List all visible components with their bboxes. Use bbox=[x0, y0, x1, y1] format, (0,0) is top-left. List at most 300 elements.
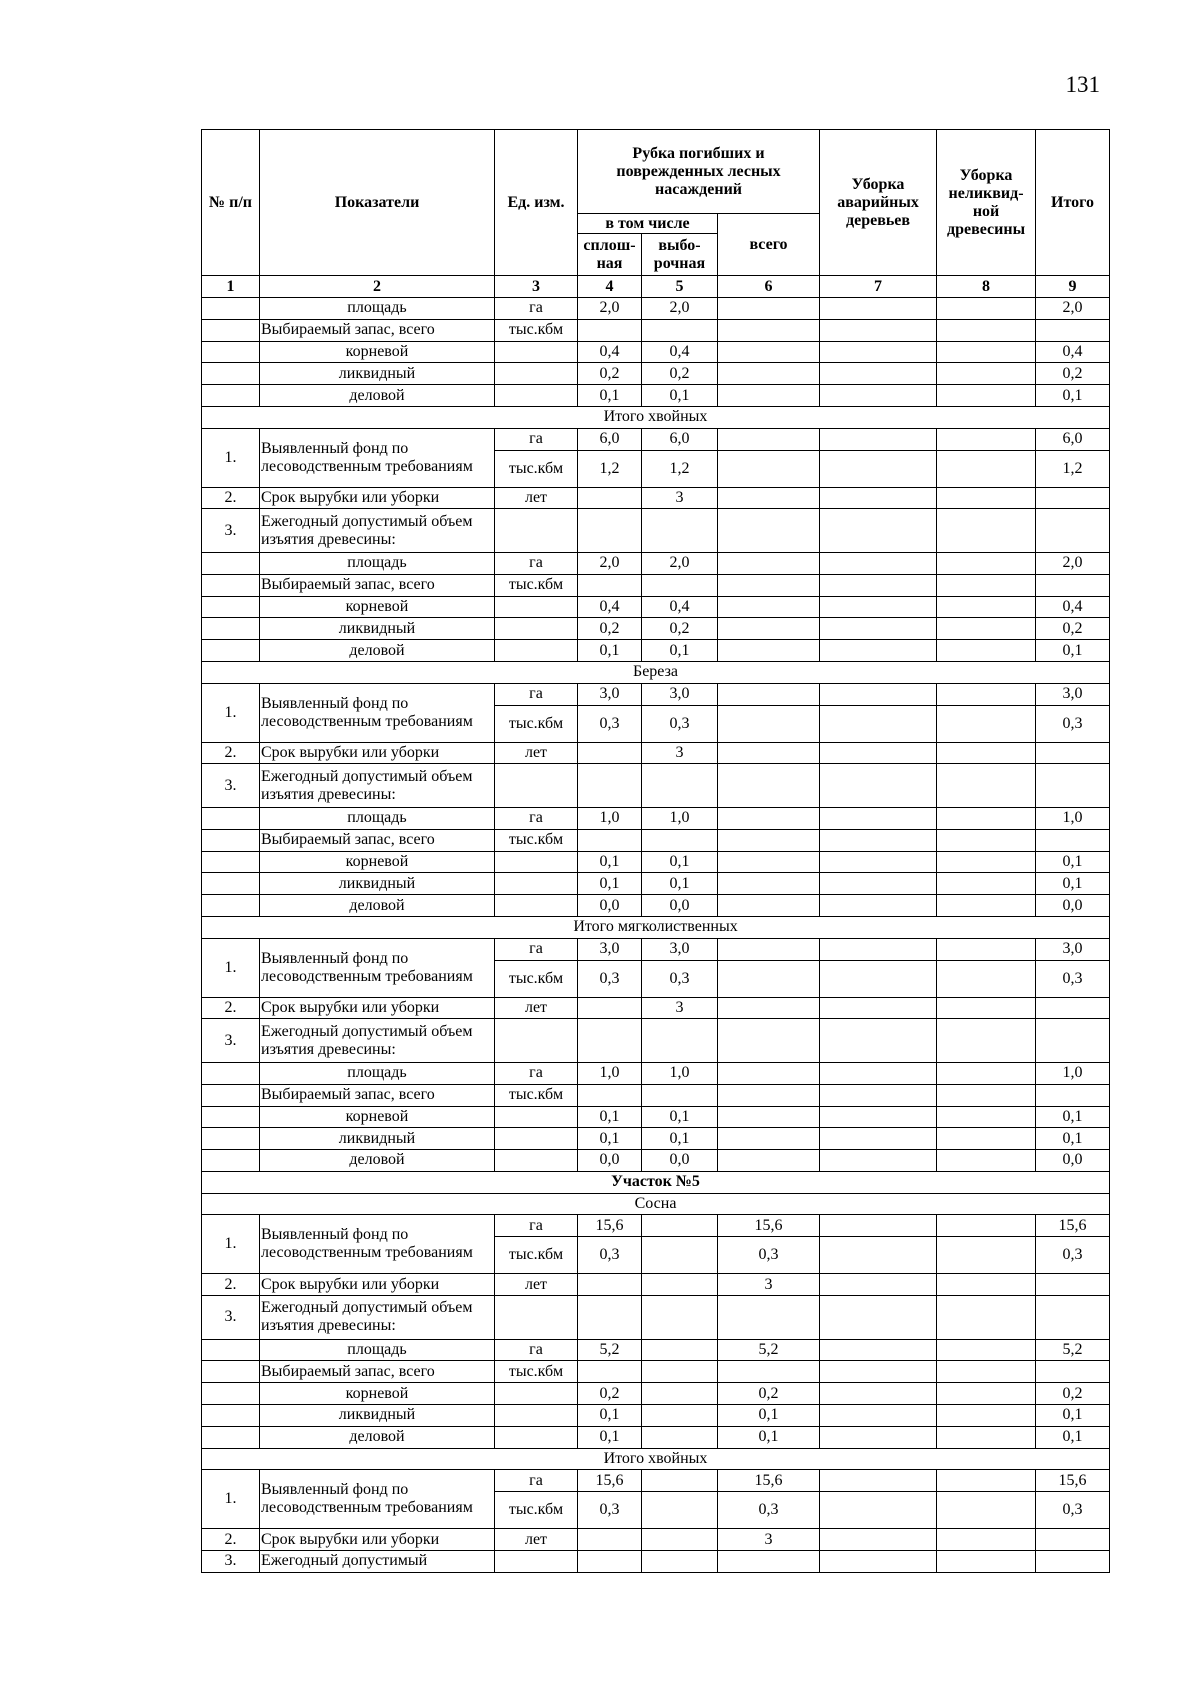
value-cell bbox=[1036, 1551, 1110, 1573]
value-cell bbox=[820, 552, 937, 574]
row-number bbox=[202, 1426, 260, 1448]
value-cell bbox=[937, 640, 1036, 662]
section-row bbox=[202, 1171, 1110, 1193]
header-itogo: Итого bbox=[1036, 130, 1110, 276]
row-number bbox=[202, 807, 260, 829]
table-row bbox=[202, 363, 1110, 385]
table-row bbox=[202, 487, 1110, 509]
page-number: 131 bbox=[1065, 72, 1100, 97]
value-cell: 0,1 bbox=[642, 385, 718, 407]
empty-cell bbox=[820, 1019, 937, 1063]
value-cell bbox=[820, 1215, 937, 1237]
empty-cell bbox=[642, 509, 718, 553]
table-row bbox=[202, 596, 1110, 618]
section-row bbox=[202, 1193, 1110, 1215]
row-unit: лет bbox=[495, 1274, 578, 1296]
row-number: 2. bbox=[202, 1274, 260, 1296]
value-cell: 0,3 bbox=[578, 1237, 642, 1274]
row-label: Ежегодный допустимый объем изъятия древесины: bbox=[260, 1019, 495, 1063]
value-cell: 0,1 bbox=[1036, 1106, 1110, 1128]
row-number: 2. bbox=[202, 997, 260, 1019]
value-cell bbox=[718, 1062, 820, 1084]
table-header bbox=[202, 130, 1110, 298]
value-cell: 0,4 bbox=[578, 596, 642, 618]
row-label: площадь bbox=[260, 807, 495, 829]
row-unit: лет bbox=[495, 742, 578, 764]
value-cell: 0,4 bbox=[642, 596, 718, 618]
value-cell bbox=[718, 574, 820, 596]
value-cell: 15,6 bbox=[1036, 1470, 1110, 1492]
value-cell: 0,2 bbox=[1036, 1383, 1110, 1405]
row-unit: тыс.кбм bbox=[495, 1361, 578, 1383]
table-row bbox=[202, 807, 1110, 829]
value-cell bbox=[642, 1383, 718, 1405]
section-title: Итого хвойных bbox=[202, 1448, 1110, 1470]
value-cell bbox=[642, 1084, 718, 1106]
value-cell bbox=[718, 829, 820, 851]
value-cell: 0,3 bbox=[642, 705, 718, 742]
row-unit: га bbox=[495, 807, 578, 829]
value-cell bbox=[718, 640, 820, 662]
value-cell: 0,0 bbox=[1036, 895, 1110, 917]
row-label: ликвидный bbox=[260, 618, 495, 640]
section-row bbox=[202, 406, 1110, 428]
row-number: 3. bbox=[202, 764, 260, 808]
value-cell: 0,1 bbox=[578, 851, 642, 873]
table-row bbox=[202, 997, 1110, 1019]
value-cell: 0,1 bbox=[1036, 640, 1110, 662]
forest-table bbox=[201, 129, 1110, 1573]
value-cell bbox=[1036, 1361, 1110, 1383]
row-label: деловой bbox=[260, 895, 495, 917]
row-number bbox=[202, 1361, 260, 1383]
value-cell bbox=[718, 938, 820, 960]
table-row bbox=[202, 1405, 1110, 1427]
value-cell: 1,2 bbox=[642, 450, 718, 487]
row-number bbox=[202, 574, 260, 596]
value-cell: 0,1 bbox=[642, 1128, 718, 1150]
value-cell: 0,3 bbox=[1036, 960, 1110, 997]
table-row bbox=[202, 1361, 1110, 1383]
table-row bbox=[202, 1150, 1110, 1172]
row-label: корневой bbox=[260, 341, 495, 363]
value-cell: 2,0 bbox=[578, 552, 642, 574]
value-cell: 3,0 bbox=[642, 938, 718, 960]
value-cell bbox=[937, 596, 1036, 618]
value-cell: 0,3 bbox=[642, 960, 718, 997]
value-cell bbox=[937, 450, 1036, 487]
empty-cell bbox=[937, 509, 1036, 553]
value-cell bbox=[820, 683, 937, 705]
empty-cell bbox=[820, 509, 937, 553]
value-cell: 0,1 bbox=[1036, 1405, 1110, 1427]
empty-cell bbox=[718, 1019, 820, 1063]
value-cell bbox=[1036, 487, 1110, 509]
header-emergency: Уборка аварийных деревьев bbox=[820, 130, 937, 276]
empty-cell bbox=[718, 509, 820, 553]
value-cell bbox=[820, 1529, 937, 1551]
row-label: ликвидный bbox=[260, 363, 495, 385]
value-cell: 3 bbox=[718, 1274, 820, 1296]
table-row bbox=[202, 1062, 1110, 1084]
value-cell bbox=[1036, 1274, 1110, 1296]
empty-cell bbox=[820, 764, 937, 808]
table-row bbox=[202, 1106, 1110, 1128]
value-cell bbox=[718, 851, 820, 873]
value-cell: 0,1 bbox=[578, 1405, 642, 1427]
empty-cell bbox=[718, 764, 820, 808]
value-cell bbox=[718, 1128, 820, 1150]
row-label: Ежегодный допустимый объем изъятия древесины: bbox=[260, 764, 495, 808]
value-cell bbox=[820, 1106, 937, 1128]
value-cell bbox=[820, 1128, 937, 1150]
row-unit: га bbox=[495, 683, 578, 705]
value-cell bbox=[1036, 742, 1110, 764]
value-cell: 3 bbox=[642, 487, 718, 509]
table-row bbox=[202, 574, 1110, 596]
row-unit: тыс.кбм bbox=[495, 960, 578, 997]
row-number: 2. bbox=[202, 742, 260, 764]
value-cell bbox=[1036, 997, 1110, 1019]
value-cell bbox=[718, 596, 820, 618]
value-cell: 3 bbox=[718, 1529, 820, 1551]
value-cell bbox=[820, 938, 937, 960]
value-cell: 1,0 bbox=[578, 807, 642, 829]
value-cell bbox=[578, 1274, 642, 1296]
row-number bbox=[202, 1405, 260, 1427]
value-cell bbox=[820, 1062, 937, 1084]
value-cell: 2,0 bbox=[642, 552, 718, 574]
value-cell: 0,1 bbox=[578, 873, 642, 895]
value-cell: 0,1 bbox=[1036, 851, 1110, 873]
value-cell bbox=[937, 1492, 1036, 1529]
row-unit bbox=[495, 1426, 578, 1448]
value-cell bbox=[718, 341, 820, 363]
row-unit bbox=[495, 1106, 578, 1128]
table-row bbox=[202, 1274, 1110, 1296]
value-cell bbox=[937, 1215, 1036, 1237]
empty-cell bbox=[1036, 509, 1110, 553]
section-title: Итого хвойных bbox=[202, 406, 1110, 428]
row-unit: га bbox=[495, 938, 578, 960]
value-cell bbox=[820, 618, 937, 640]
empty-cell bbox=[1036, 1296, 1110, 1340]
row-unit bbox=[495, 1405, 578, 1427]
value-cell: 0,0 bbox=[578, 1150, 642, 1172]
table-row bbox=[202, 1339, 1110, 1361]
row-label: Выявленный фонд по лесоводственным требованиям bbox=[260, 683, 495, 742]
colnum: 3 bbox=[495, 276, 578, 298]
row-unit: га bbox=[495, 552, 578, 574]
value-cell bbox=[820, 873, 937, 895]
value-cell: 15,6 bbox=[718, 1470, 820, 1492]
empty-cell bbox=[820, 1296, 937, 1340]
row-number bbox=[202, 341, 260, 363]
row-number bbox=[202, 1106, 260, 1128]
value-cell bbox=[718, 487, 820, 509]
value-cell bbox=[820, 960, 937, 997]
empty-cell bbox=[642, 1296, 718, 1340]
table-row bbox=[202, 742, 1110, 764]
row-unit bbox=[495, 363, 578, 385]
value-cell bbox=[718, 683, 820, 705]
value-cell: 1,0 bbox=[1036, 1062, 1110, 1084]
value-cell: 0,3 bbox=[1036, 1492, 1110, 1529]
row-unit: тыс.кбм bbox=[495, 1237, 578, 1274]
section-title: Сосна bbox=[202, 1193, 1110, 1215]
value-cell bbox=[718, 1084, 820, 1106]
row-unit bbox=[495, 873, 578, 895]
table-row bbox=[202, 1296, 1110, 1340]
value-cell bbox=[937, 574, 1036, 596]
value-cell bbox=[578, 574, 642, 596]
row-number bbox=[202, 1062, 260, 1084]
table-row bbox=[202, 1215, 1110, 1237]
value-cell bbox=[718, 1361, 820, 1383]
value-cell bbox=[937, 1237, 1036, 1274]
value-cell bbox=[1036, 319, 1110, 341]
value-cell: 0,1 bbox=[642, 873, 718, 895]
value-cell bbox=[718, 742, 820, 764]
row-unit bbox=[495, 596, 578, 618]
value-cell bbox=[937, 298, 1036, 320]
value-cell bbox=[642, 1339, 718, 1361]
row-unit bbox=[495, 1551, 578, 1573]
value-cell: 6,0 bbox=[578, 428, 642, 450]
row-label: ликвидный bbox=[260, 1405, 495, 1427]
value-cell bbox=[578, 829, 642, 851]
value-cell bbox=[937, 851, 1036, 873]
value-cell bbox=[820, 997, 937, 1019]
row-unit: тыс.кбм bbox=[495, 1492, 578, 1529]
empty-cell bbox=[1036, 1019, 1110, 1063]
value-cell: 0,1 bbox=[642, 640, 718, 662]
value-cell bbox=[820, 428, 937, 450]
row-unit bbox=[495, 1150, 578, 1172]
table-row bbox=[202, 298, 1110, 320]
row-number bbox=[202, 596, 260, 618]
value-cell bbox=[937, 873, 1036, 895]
value-cell: 1,0 bbox=[642, 1062, 718, 1084]
value-cell: 0,2 bbox=[578, 363, 642, 385]
value-cell bbox=[578, 1361, 642, 1383]
row-number bbox=[202, 851, 260, 873]
value-cell bbox=[718, 618, 820, 640]
value-cell bbox=[1036, 829, 1110, 851]
table-row bbox=[202, 938, 1110, 960]
value-cell: 3 bbox=[642, 742, 718, 764]
value-cell bbox=[820, 1492, 937, 1529]
value-cell bbox=[820, 851, 937, 873]
value-cell bbox=[937, 1383, 1036, 1405]
row-label: деловой bbox=[260, 1426, 495, 1448]
value-cell bbox=[937, 1128, 1036, 1150]
table-body bbox=[202, 298, 1110, 1573]
value-cell: 0,1 bbox=[718, 1405, 820, 1427]
row-label: корневой bbox=[260, 1383, 495, 1405]
table-row bbox=[202, 829, 1110, 851]
value-cell: 0,1 bbox=[718, 1426, 820, 1448]
value-cell: 0,0 bbox=[642, 895, 718, 917]
value-cell bbox=[820, 705, 937, 742]
row-unit bbox=[495, 640, 578, 662]
value-cell: 0,2 bbox=[642, 618, 718, 640]
value-cell bbox=[578, 1529, 642, 1551]
table-row bbox=[202, 1019, 1110, 1063]
row-label: ликвидный bbox=[260, 1128, 495, 1150]
value-cell: 0,0 bbox=[578, 895, 642, 917]
value-cell bbox=[820, 1470, 937, 1492]
value-cell bbox=[718, 997, 820, 1019]
value-cell bbox=[718, 428, 820, 450]
value-cell: 1,0 bbox=[642, 807, 718, 829]
table-row bbox=[202, 764, 1110, 808]
value-cell bbox=[937, 363, 1036, 385]
value-cell bbox=[578, 742, 642, 764]
row-unit: га bbox=[495, 1062, 578, 1084]
value-cell bbox=[718, 319, 820, 341]
empty-cell bbox=[495, 1296, 578, 1340]
column-numbers-row bbox=[202, 276, 1110, 298]
row-number: 3. bbox=[202, 509, 260, 553]
row-label: деловой bbox=[260, 1150, 495, 1172]
row-label: корневой bbox=[260, 851, 495, 873]
value-cell bbox=[718, 552, 820, 574]
value-cell: 3,0 bbox=[578, 938, 642, 960]
value-cell: 0,2 bbox=[578, 1383, 642, 1405]
value-cell: 0,2 bbox=[1036, 618, 1110, 640]
value-cell bbox=[937, 1106, 1036, 1128]
row-number bbox=[202, 298, 260, 320]
value-cell: 0,3 bbox=[718, 1492, 820, 1529]
table-row bbox=[202, 1551, 1110, 1573]
row-unit bbox=[495, 1383, 578, 1405]
value-cell bbox=[820, 596, 937, 618]
value-cell: 1,2 bbox=[1036, 450, 1110, 487]
value-cell bbox=[1036, 574, 1110, 596]
value-cell bbox=[642, 1274, 718, 1296]
value-cell: 15,6 bbox=[578, 1470, 642, 1492]
table-row bbox=[202, 428, 1110, 450]
value-cell bbox=[820, 450, 937, 487]
value-cell: 3,0 bbox=[642, 683, 718, 705]
value-cell bbox=[642, 1529, 718, 1551]
value-cell bbox=[820, 640, 937, 662]
value-cell: 2,0 bbox=[1036, 298, 1110, 320]
row-unit: тыс.кбм bbox=[495, 574, 578, 596]
table-row bbox=[202, 1383, 1110, 1405]
value-cell bbox=[820, 487, 937, 509]
value-cell: 0,3 bbox=[1036, 705, 1110, 742]
empty-cell bbox=[937, 1296, 1036, 1340]
value-cell bbox=[937, 1084, 1036, 1106]
row-number bbox=[202, 319, 260, 341]
value-cell bbox=[937, 1062, 1036, 1084]
value-cell: 0,4 bbox=[1036, 341, 1110, 363]
value-cell bbox=[642, 574, 718, 596]
value-cell bbox=[937, 1274, 1036, 1296]
table-row bbox=[202, 1426, 1110, 1448]
value-cell bbox=[1036, 1084, 1110, 1106]
row-label: площадь bbox=[260, 298, 495, 320]
value-cell: 0,1 bbox=[642, 851, 718, 873]
value-cell: 0,3 bbox=[1036, 1237, 1110, 1274]
value-cell bbox=[937, 997, 1036, 1019]
empty-cell bbox=[495, 509, 578, 553]
value-cell bbox=[937, 1361, 1036, 1383]
value-cell bbox=[820, 895, 937, 917]
value-cell: 0,1 bbox=[578, 385, 642, 407]
value-cell: 0,1 bbox=[578, 1128, 642, 1150]
row-label: деловой bbox=[260, 385, 495, 407]
value-cell bbox=[820, 1339, 937, 1361]
value-cell bbox=[642, 1237, 718, 1274]
value-cell: 15,6 bbox=[718, 1215, 820, 1237]
header-num: № п/п bbox=[202, 130, 260, 276]
section-row bbox=[202, 661, 1110, 683]
value-cell: 2,0 bbox=[578, 298, 642, 320]
table-row bbox=[202, 1084, 1110, 1106]
value-cell bbox=[642, 1426, 718, 1448]
value-cell bbox=[578, 997, 642, 1019]
colnum: 4 bbox=[578, 276, 642, 298]
value-cell bbox=[718, 363, 820, 385]
value-cell: 15,6 bbox=[578, 1215, 642, 1237]
value-cell bbox=[937, 742, 1036, 764]
row-label: площадь bbox=[260, 1062, 495, 1084]
table-row bbox=[202, 618, 1110, 640]
value-cell bbox=[718, 895, 820, 917]
value-cell bbox=[820, 341, 937, 363]
table-row bbox=[202, 509, 1110, 553]
row-number: 1. bbox=[202, 1470, 260, 1529]
value-cell bbox=[937, 1470, 1036, 1492]
row-unit: тыс.кбм bbox=[495, 829, 578, 851]
row-number: 2. bbox=[202, 487, 260, 509]
row-number bbox=[202, 829, 260, 851]
value-cell bbox=[820, 1150, 937, 1172]
value-cell bbox=[937, 1551, 1036, 1573]
value-cell: 15,6 bbox=[1036, 1215, 1110, 1237]
value-cell: 1,0 bbox=[1036, 807, 1110, 829]
row-label: корневой bbox=[260, 1106, 495, 1128]
section-row bbox=[202, 916, 1110, 938]
row-unit bbox=[495, 1128, 578, 1150]
value-cell bbox=[718, 1551, 820, 1573]
table-row bbox=[202, 1529, 1110, 1551]
row-number: 1. bbox=[202, 683, 260, 742]
header-group: Рубка погибших и поврежденных лесных насаждений bbox=[578, 130, 820, 214]
row-label: Срок вырубки или уборки bbox=[260, 1274, 495, 1296]
colnum: 5 bbox=[642, 276, 718, 298]
value-cell bbox=[937, 960, 1036, 997]
table-row bbox=[202, 385, 1110, 407]
row-label: Срок вырубки или уборки bbox=[260, 997, 495, 1019]
table-row bbox=[202, 851, 1110, 873]
value-cell: 5,2 bbox=[718, 1339, 820, 1361]
row-label: деловой bbox=[260, 640, 495, 662]
row-label: площадь bbox=[260, 1339, 495, 1361]
row-label: площадь bbox=[260, 552, 495, 574]
row-unit: лет bbox=[495, 487, 578, 509]
empty-cell bbox=[578, 764, 642, 808]
row-number bbox=[202, 552, 260, 574]
row-label: Выбираемый запас, всего bbox=[260, 574, 495, 596]
value-cell: 0,4 bbox=[578, 341, 642, 363]
value-cell: 0,0 bbox=[1036, 1150, 1110, 1172]
row-unit bbox=[495, 385, 578, 407]
value-cell: 0,1 bbox=[642, 1106, 718, 1128]
